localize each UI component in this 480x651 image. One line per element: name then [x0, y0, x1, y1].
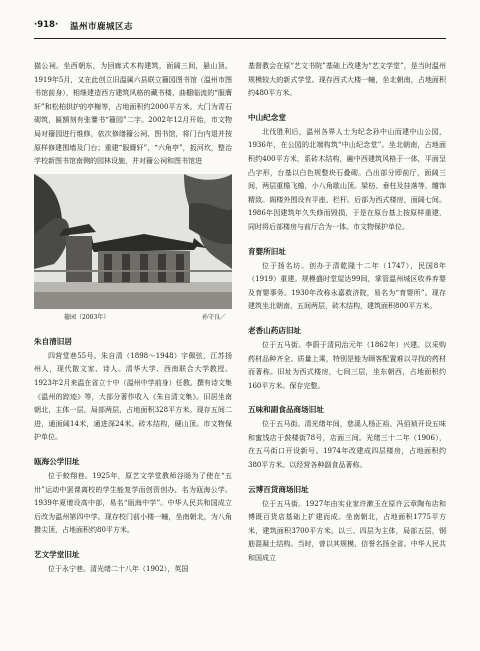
right-column [248, 60, 446, 640]
section-text-pharmacy: 位于五马街。李蔚于清同治元年（1862年）兴建。以采购药材品种齐全、质量上乘，特别是能为顾客配置难以寻找的药材而著称。旧址为西式楼房，七间三层，坐东朝西，占地面积约160平方米。保存完整。 [248, 340, 446, 390]
section-text-yiwen-school: 位于永宁巷。清光绪二十八年（1902），英国 [48, 564, 189, 573]
section-text-ouhai-school: 位于蛟翔巷。1925年，原艺文学堂教师谷旸为了使在“五卅”运动中罢课离校的学生能复学而创资创办，名为瓯海公学。1939年夏增设高中部，易名“瓯海中学”。中华人民共和国成立后改为温州第四中学。现存校门前小楼一幢，坐南朝北，为八角攒尖顶，占地面积约80平方米。 [34, 471, 232, 535]
page-number: ·918· [34, 20, 59, 30]
left-column [34, 60, 232, 640]
photo-ancestral-hall [34, 174, 232, 309]
photo-illustration [34, 174, 232, 309]
caption-text: 籀园（2003年） [64, 313, 110, 321]
left-intro-paragraph: 猫公祠。坐西朝东，为回廊式木构建筑，面阔三间，悬山顶。1919年5月，又在此创立旧温属六县联立籀园图书馆（温州市图书馆前身），相继建造西方建筑风格的藏书楼、曲棚临流的“服膺轩”和松柏拱护的亭榭等，占地面积约2000平方米。大门为青石砌筑，匾额刻有张謇书“籀园”二字。2002年12月开始，市文物局对籀园进行维修，依次修缮籀公祠、图书馆，将门台内退并按原样修建围墙及门台；重建“服膺轩”、“六角亭”，扳河坎，整治学校新图书馆南侧的园林设施，并对籀公祠和图书馆进 [34, 62, 232, 166]
section-title-wuweihe: 五味和副食品商场旧址 [248, 405, 324, 415]
section-text-department-store: 位于五马街。1927年由实业家许漱玉在原许云章陶布店和博既百货店基础上扩建而成。坐南朝北，占地面积1775平方米，建筑面积3700平方米。以三、四层为主体，局部五层，钢筋混凝土结构。当时，曾以其规模、信誉名扬全省。中华人民共和国成立 [248, 499, 446, 563]
photo-credit: 孙守良／ [201, 313, 226, 321]
section-title-pharmacy: 老香山药店旧址 [248, 325, 302, 335]
section-title-zhu-ziqing: 朱自清旧居 [34, 336, 72, 346]
section-title-orphanage: 育婴所旧址 [248, 246, 286, 256]
right-intro-paragraph: 基督教会在原“艺文书院”基础上改建为“艺文学堂”，是当时温州规模较大的新式学堂。现存西式大楼一幢，坐北朝南，占地面积约480平方米。 [248, 62, 446, 98]
figure-caption [34, 311, 232, 325]
page-header [34, 20, 446, 44]
book-title: 温州市鹿城区志 [70, 22, 134, 32]
header-rule [34, 38, 446, 39]
section-title-zhongshan-hall: 中山纪念堂 [248, 112, 286, 122]
section-text-zhongshan-hall: 北伐胜利后，温州各界人士为纪念孙中山而建中山公园，1936年，在公园的北端构筑“中山纪念堂”。坐北朝南，占地面积约400平方米，系砖木结构，融中西建筑风格于一体，平面呈凸字形，台基以白色规整块石叠砌。凸出部分即前厅，面阔三间，两层重檐飞檐，小八角歇山顶。梁枋、垂柱及挂落等，雕饰精致。阁楼外围设有平座、栏杆。后部为西式楼房，面阔七间。1986年因建筑年久失修而毁损，于是在原台基上按原样重建，同时将后部楼房与前厅合为一体。市文物保护单位。 [248, 127, 446, 231]
section-title-department-store: 云博百货商场旧址 [248, 484, 309, 494]
section-title-ouhai-school: 瓯海公学旧址 [34, 456, 80, 466]
section-title-yiwen-school: 艺文学堂旧址 [34, 549, 80, 559]
section-text-zhu-ziqing: 四营堂巷55号。朱自清（1898～1948）字佩弦，江苏扬州人，现代散文家、诗人。清华大学、西南联合大学教授。1923年2月来温在省立十中（温州中学前身）任教。撰有诗文集《温州的踪迹》等，大部分著作收入《朱自清文集》。旧居坐南朝北，主体一层，局部两层，占地面积328平方米。现存五间二进，通面阔14米，通进深24米。砖木结构，硬山顶。市文物保护单位。 [34, 351, 232, 442]
section-text-wuweihe: 位于五马街。清光绪年间，慈溪人杨正裕、冯佰祯开设五味和蜜饯店于鼓楼街78号，店面三间。光绪三十二年（1906），在五马街口开设新号。1974年改建成四层楼房，占地面积约380平方米。以经营各种副食品著称。 [248, 420, 446, 470]
section-text-orphanage: 位于扬名坊。创办于清乾隆十二年（1747），民国8年（1919）重建。规模盛时堂屋达99间，掌管温州城区收养弃婴及育婴事务。1930年改称永嘉救济院，易名为“育婴所”。现存建筑坐北朝南，五间两层，砖木结构，建筑面积800平方米。 [248, 261, 446, 311]
